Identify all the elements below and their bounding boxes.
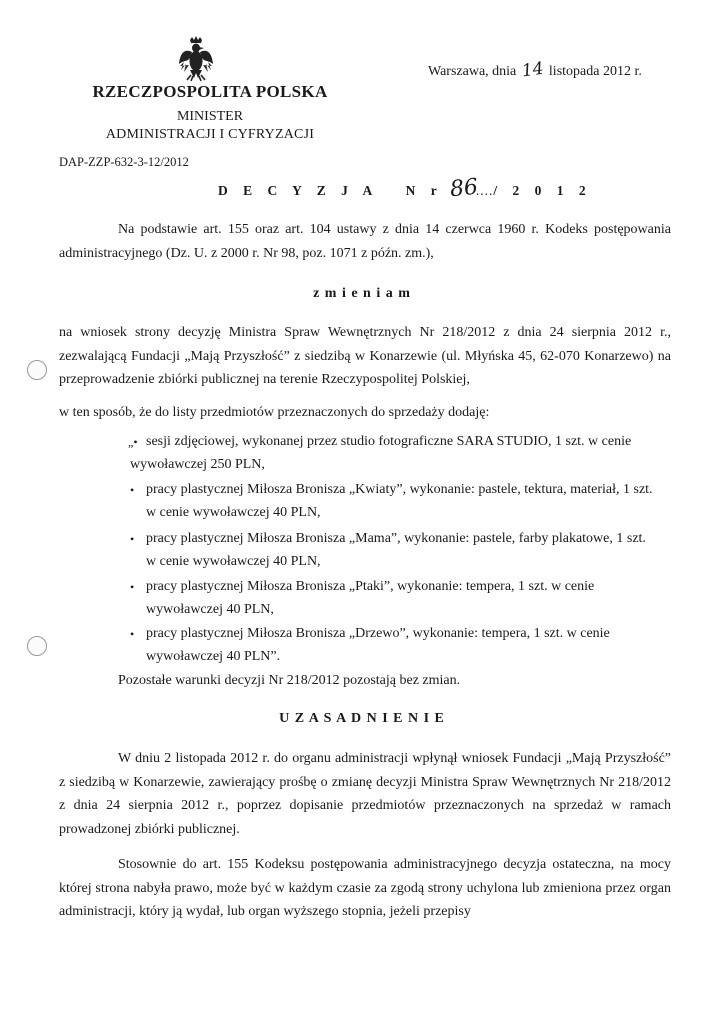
list-item (130, 479, 666, 527)
change-paragraph: na wniosek strony decyzję Ministra Spraw Wewnętrznych Nr 218/2012 z dnia 24 sierpnia 2012 r., zezwalającą Fundacji „Mają Przyszłość” z siedzibą w Konarzewie (ul. Młyńska 45, 62-070 Konarzewo) na przeprowadzenie zbiórki publicznej na terenie Rzeczypospolitej Polskiej, (59, 325, 671, 387)
item-line: w cenie wywoławczej 40 PLN, (146, 504, 321, 520)
decision-dots: .... (475, 183, 494, 198)
list-item (130, 623, 666, 669)
list-item (130, 431, 666, 476)
place-date-prefix: Warszawa, dnia (428, 64, 517, 79)
punch-hole-bottom (27, 636, 47, 656)
item-line: wywoławczej 250 PLN, (130, 456, 265, 472)
manner-line: w ten sposób, że do listy przedmiotów przeznaczonych do sprzedaży dodaję: (59, 405, 490, 420)
added-items-list (130, 431, 666, 669)
item-line: wywoławczej 40 PLN”. (146, 648, 281, 664)
decision-label: D E C Y Z J A N r (218, 183, 443, 198)
bullet: • (130, 580, 135, 594)
item-line: pracy plastycznej Miłosza Bronisza „Kwiaty”, wykonanie: pastele, tektura, materiał, 1 szt. (146, 482, 653, 497)
item-line: pracy plastycznej Miłosza Bronisza „Drzewo”, wykonanie: tempera, 1 szt. w cenie (146, 626, 610, 641)
minister-label: MINISTER (176, 109, 244, 124)
justification-paragraph-1: W dniu 2 listopada 2012 r. do organu administracji wpłynął wniosek Fundacji „Mają Przyszłość” z siedzibą w Konarzewie, zawierający prośbę o zmianę decyzji Ministra Spraw Wewnętrznych Nr 218/2012 z dnia 24 sierpnia 2012 r., poprzez dopisanie przedmiotów przeznaczonych na sprzedaż w ramach prowadzonej zbiórki publicznej. (59, 751, 671, 837)
item-line: sesji zdjęciowej, wykonanej przez studio fotograficzne SARA STUDIO, 1 szt. w cenie (146, 434, 632, 449)
bullet: • (130, 483, 135, 497)
place-date (428, 60, 642, 80)
list-item (130, 576, 666, 622)
reference-number: DAP-ZZP-632-3-12/2012 (59, 155, 189, 169)
bullet: • (130, 532, 135, 546)
remaining-conditions: Pozostałe warunki decyzji Nr 218/2012 pozostają bez zmian. (118, 673, 461, 688)
polish-eagle-emblem-icon (178, 36, 214, 82)
decision-year: / 2 0 1 2 (493, 183, 592, 198)
item-line: wywoławczej 40 PLN, (146, 601, 274, 617)
ministry-name: ADMINISTRACJI I CYFRYZACJI (105, 127, 315, 142)
operative-word: z m i e n i a m (313, 286, 411, 301)
item-line: w cenie wywoławczej 40 PLN, (146, 553, 321, 569)
justification-title: U Z A S A D N I E N I E (279, 711, 445, 726)
handwritten-day: 14 (520, 58, 545, 82)
punch-hole-top (27, 360, 47, 380)
issuer-block (60, 82, 360, 144)
bullet: „• (128, 435, 138, 449)
decision-title (218, 176, 592, 201)
legal-basis: Na podstawie art. 155 oraz art. 104 ustawy z dnia 14 czerwca 1960 r. Kodeks postępowania administracyjnego (Dz. U. z 2000 r. Nr 98, poz. 1071 z późn. zm.), (59, 222, 671, 261)
bullet: • (130, 627, 135, 641)
item-line: pracy plastycznej Miłosza Bronisza „Ptaki”, wykonanie: tempera, 1 szt. w cenie (146, 579, 595, 594)
handwritten-decision-number: 86 (448, 174, 480, 203)
justification-paragraph-2: Stosownie do art. 155 Kodeksu postępowania administracyjnego decyzja ostateczna, na mocy której strona nabyła prawo, może być w każdym czasie za zgodą strony uchylona lub zmieniona przez organ administracji, który ją wydał, lub organ wyższego stopnia, jeżeli przepisy (59, 857, 671, 919)
place-date-suffix: listopada 2012 r. (548, 64, 642, 79)
list-item (130, 528, 666, 574)
country-name: RZECZPOSPOLITA POLSKA (92, 82, 328, 101)
item-line: pracy plastycznej Miłosza Bronisza „Mama”, wykonanie: pastele, farby plakatowe, 1 szt. (146, 531, 646, 546)
